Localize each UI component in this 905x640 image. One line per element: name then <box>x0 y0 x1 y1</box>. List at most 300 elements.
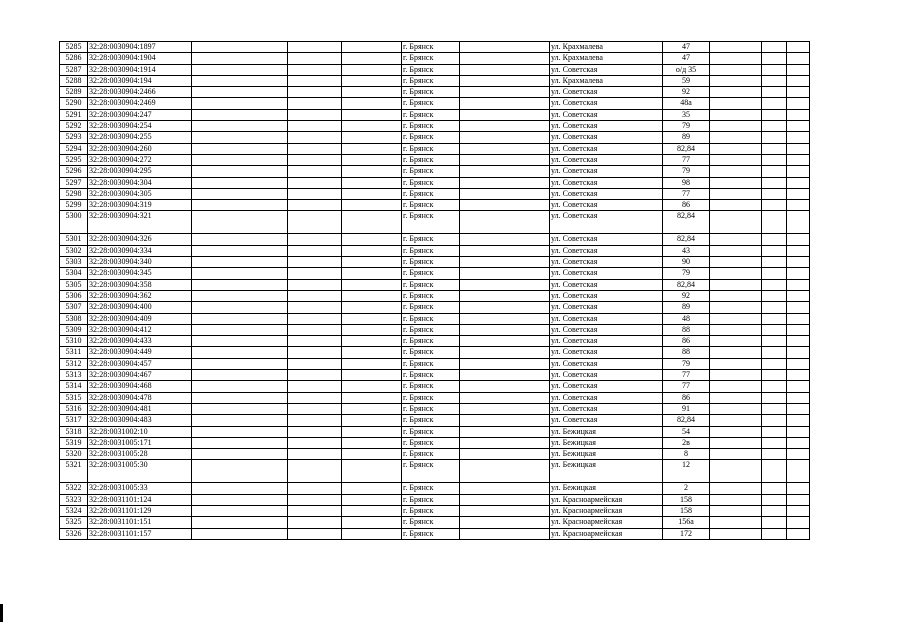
house-number-cell: 91 <box>663 403 710 414</box>
empty-cell <box>342 245 402 256</box>
table-row <box>60 98 810 109</box>
empty-cell <box>342 177 402 188</box>
row-number-cell: 5285 <box>60 42 88 53</box>
empty-cell <box>787 494 810 505</box>
table-row <box>60 121 810 132</box>
city-cell: г. Брянск <box>402 109 460 120</box>
empty-cell <box>710 302 762 313</box>
street-cell: ул. Советская <box>550 234 663 245</box>
empty-cell <box>288 392 342 403</box>
registry-body <box>60 42 810 540</box>
empty-cell <box>762 166 787 177</box>
empty-cell <box>460 483 550 494</box>
street-cell: ул. Крахмалева <box>550 75 663 86</box>
empty-cell <box>192 245 288 256</box>
empty-cell <box>460 166 550 177</box>
empty-cell <box>342 234 402 245</box>
table-row <box>60 426 810 437</box>
city-cell: г. Брянск <box>402 234 460 245</box>
street-cell: ул. Советская <box>550 257 663 268</box>
table-row <box>60 505 810 516</box>
city-cell: г. Брянск <box>402 370 460 381</box>
city-cell: г. Брянск <box>402 154 460 165</box>
house-number-cell: 89 <box>663 132 710 143</box>
empty-cell <box>460 154 550 165</box>
house-number-cell: 77 <box>663 370 710 381</box>
cadastral-number-cell: 32:28:0030904:467 <box>88 370 192 381</box>
empty-cell <box>710 426 762 437</box>
empty-cell <box>787 109 810 120</box>
empty-cell <box>342 53 402 64</box>
house-number-cell: о/д 35 <box>663 64 710 75</box>
empty-cell <box>787 64 810 75</box>
empty-cell <box>787 392 810 403</box>
city-cell: г. Брянск <box>402 279 460 290</box>
table-row <box>60 75 810 86</box>
city-cell: г. Брянск <box>402 336 460 347</box>
empty-cell <box>192 313 288 324</box>
table-row <box>60 381 810 392</box>
table-row <box>60 437 810 448</box>
empty-cell <box>460 426 550 437</box>
empty-cell <box>460 64 550 75</box>
house-number-cell: 48а <box>663 98 710 109</box>
row-number-cell: 5302 <box>60 245 88 256</box>
row-number-cell: 5307 <box>60 302 88 313</box>
empty-cell <box>192 200 288 211</box>
empty-cell <box>192 234 288 245</box>
empty-cell <box>342 42 402 53</box>
street-cell: ул. Советская <box>550 392 663 403</box>
cadastral-number-cell: 32:28:0030904:1897 <box>88 42 192 53</box>
cadastral-number-cell: 32:28:0030904:194 <box>88 75 192 86</box>
empty-cell <box>288 324 342 335</box>
empty-cell <box>342 449 402 460</box>
empty-cell <box>288 449 342 460</box>
empty-cell <box>460 98 550 109</box>
house-number-cell: 79 <box>663 358 710 369</box>
empty-cell <box>192 336 288 347</box>
empty-cell <box>762 517 787 528</box>
cadastral-number-cell: 32:28:0030904:1904 <box>88 53 192 64</box>
row-number-cell: 5289 <box>60 87 88 98</box>
empty-cell <box>710 257 762 268</box>
empty-cell <box>342 200 402 211</box>
street-cell: ул. Советская <box>550 381 663 392</box>
empty-cell <box>342 370 402 381</box>
city-cell: г. Брянск <box>402 403 460 414</box>
table-row <box>60 302 810 313</box>
table-row <box>60 211 810 234</box>
empty-cell <box>762 358 787 369</box>
row-number-cell: 5299 <box>60 200 88 211</box>
empty-cell <box>342 109 402 120</box>
empty-cell <box>288 75 342 86</box>
row-number-cell: 5305 <box>60 279 88 290</box>
city-cell: г. Брянск <box>402 132 460 143</box>
street-cell: ул. Советская <box>550 166 663 177</box>
empty-cell <box>192 257 288 268</box>
empty-cell <box>192 324 288 335</box>
house-number-cell: 54 <box>663 426 710 437</box>
empty-cell <box>460 460 550 483</box>
house-number-cell: 86 <box>663 392 710 403</box>
empty-cell <box>710 324 762 335</box>
row-number-cell: 5320 <box>60 449 88 460</box>
row-number-cell: 5292 <box>60 121 88 132</box>
empty-cell <box>762 449 787 460</box>
table-row <box>60 188 810 199</box>
empty-cell <box>460 528 550 539</box>
empty-cell <box>342 403 402 414</box>
empty-cell <box>342 166 402 177</box>
house-number-cell: 82,84 <box>663 279 710 290</box>
street-cell: ул. Советская <box>550 188 663 199</box>
empty-cell <box>787 381 810 392</box>
table-row <box>60 494 810 505</box>
empty-cell <box>710 517 762 528</box>
empty-cell <box>288 143 342 154</box>
city-cell: г. Брянск <box>402 64 460 75</box>
cadastral-number-cell: 32:28:0030904:255 <box>88 132 192 143</box>
empty-cell <box>192 392 288 403</box>
empty-cell <box>710 166 762 177</box>
empty-cell <box>192 53 288 64</box>
empty-cell <box>342 437 402 448</box>
empty-cell <box>288 494 342 505</box>
empty-cell <box>787 336 810 347</box>
city-cell: г. Брянск <box>402 211 460 234</box>
empty-cell <box>710 403 762 414</box>
empty-cell <box>787 324 810 335</box>
table-row <box>60 64 810 75</box>
empty-cell <box>460 87 550 98</box>
street-cell: ул. Красноармейская <box>550 528 663 539</box>
empty-cell <box>288 234 342 245</box>
row-number-cell: 5314 <box>60 381 88 392</box>
empty-cell <box>288 87 342 98</box>
empty-cell <box>787 505 810 516</box>
street-cell: ул. Советская <box>550 200 663 211</box>
empty-cell <box>762 494 787 505</box>
empty-cell <box>460 494 550 505</box>
empty-cell <box>342 98 402 109</box>
street-cell: ул. Советская <box>550 370 663 381</box>
empty-cell <box>288 483 342 494</box>
empty-cell <box>762 177 787 188</box>
cadastral-number-cell: 32:28:0030904:2466 <box>88 87 192 98</box>
empty-cell <box>192 166 288 177</box>
city-cell: г. Брянск <box>402 483 460 494</box>
empty-cell <box>192 290 288 301</box>
cadastral-number-cell: 32:28:0031005:33 <box>88 483 192 494</box>
empty-cell <box>710 483 762 494</box>
house-number-cell: 172 <box>663 528 710 539</box>
empty-cell <box>460 132 550 143</box>
empty-cell <box>192 42 288 53</box>
empty-cell <box>762 109 787 120</box>
street-cell: ул. Советская <box>550 109 663 120</box>
empty-cell <box>342 257 402 268</box>
empty-cell <box>787 166 810 177</box>
street-cell: ул. Крахмалева <box>550 53 663 64</box>
empty-cell <box>762 87 787 98</box>
empty-cell <box>342 64 402 75</box>
empty-cell <box>762 437 787 448</box>
cadastral-number-cell: 32:28:0030904:345 <box>88 268 192 279</box>
street-cell: ул. Советская <box>550 211 663 234</box>
row-number-cell: 5325 <box>60 517 88 528</box>
city-cell: г. Брянск <box>402 257 460 268</box>
cadastral-number-cell: 32:28:0030904:295 <box>88 166 192 177</box>
city-cell: г. Брянск <box>402 98 460 109</box>
empty-cell <box>762 257 787 268</box>
empty-cell <box>762 426 787 437</box>
house-number-cell: 82,84 <box>663 211 710 234</box>
empty-cell <box>710 245 762 256</box>
empty-cell <box>710 154 762 165</box>
cadastral-number-cell: 32:28:0030904:247 <box>88 109 192 120</box>
row-number-cell: 5315 <box>60 392 88 403</box>
empty-cell <box>288 279 342 290</box>
street-cell: ул. Советская <box>550 132 663 143</box>
empty-cell <box>710 494 762 505</box>
empty-cell <box>762 211 787 234</box>
row-number-cell: 5288 <box>60 75 88 86</box>
street-cell: ул. Советская <box>550 87 663 98</box>
empty-cell <box>460 200 550 211</box>
empty-cell <box>710 211 762 234</box>
house-number-cell: 90 <box>663 257 710 268</box>
street-cell: ул. Советская <box>550 121 663 132</box>
empty-cell <box>762 279 787 290</box>
empty-cell <box>460 234 550 245</box>
empty-cell <box>192 98 288 109</box>
empty-cell <box>787 53 810 64</box>
empty-cell <box>288 517 342 528</box>
empty-cell <box>710 53 762 64</box>
empty-cell <box>342 154 402 165</box>
table-row <box>60 415 810 426</box>
empty-cell <box>192 279 288 290</box>
table-row <box>60 336 810 347</box>
empty-cell <box>192 494 288 505</box>
empty-cell <box>762 324 787 335</box>
table-row <box>60 324 810 335</box>
empty-cell <box>762 528 787 539</box>
city-cell: г. Брянск <box>402 42 460 53</box>
empty-cell <box>342 121 402 132</box>
empty-cell <box>342 528 402 539</box>
city-cell: г. Брянск <box>402 53 460 64</box>
cadastral-number-cell: 32:28:0030904:449 <box>88 347 192 358</box>
empty-cell <box>288 188 342 199</box>
cadastral-number-cell: 32:28:0030904:457 <box>88 358 192 369</box>
empty-cell <box>460 279 550 290</box>
street-cell: ул. Советская <box>550 245 663 256</box>
empty-cell <box>342 505 402 516</box>
row-number-cell: 5308 <box>60 313 88 324</box>
city-cell: г. Брянск <box>402 75 460 86</box>
empty-cell <box>460 324 550 335</box>
empty-cell <box>710 392 762 403</box>
empty-cell <box>342 324 402 335</box>
empty-cell <box>192 460 288 483</box>
table-row <box>60 403 810 414</box>
house-number-cell: 86 <box>663 200 710 211</box>
empty-cell <box>787 517 810 528</box>
empty-cell <box>460 245 550 256</box>
empty-cell <box>762 121 787 132</box>
empty-cell <box>342 336 402 347</box>
empty-cell <box>288 211 342 234</box>
empty-cell <box>460 257 550 268</box>
empty-cell <box>762 154 787 165</box>
city-cell: г. Брянск <box>402 415 460 426</box>
empty-cell <box>288 403 342 414</box>
empty-cell <box>460 109 550 120</box>
house-number-cell: 92 <box>663 87 710 98</box>
cadastral-number-cell: 32:28:0030904:400 <box>88 302 192 313</box>
street-cell: ул. Красноармейская <box>550 505 663 516</box>
empty-cell <box>342 143 402 154</box>
street-cell: ул. Советская <box>550 279 663 290</box>
empty-cell <box>787 437 810 448</box>
empty-cell <box>192 403 288 414</box>
empty-cell <box>460 505 550 516</box>
street-cell: ул. Советская <box>550 313 663 324</box>
empty-cell <box>787 75 810 86</box>
house-number-cell: 79 <box>663 166 710 177</box>
empty-cell <box>192 370 288 381</box>
empty-cell <box>787 403 810 414</box>
table-row <box>60 166 810 177</box>
empty-cell <box>460 53 550 64</box>
house-number-cell: 2 <box>663 483 710 494</box>
empty-cell <box>460 313 550 324</box>
house-number-cell: 158 <box>663 505 710 516</box>
table-row <box>60 528 810 539</box>
empty-cell <box>192 154 288 165</box>
city-cell: г. Брянск <box>402 188 460 199</box>
empty-cell <box>342 302 402 313</box>
empty-cell <box>710 437 762 448</box>
cadastral-number-cell: 32:28:0030904:326 <box>88 234 192 245</box>
house-number-cell: 77 <box>663 381 710 392</box>
street-cell: ул. Советская <box>550 98 663 109</box>
street-cell: ул. Красноармейская <box>550 517 663 528</box>
city-cell: г. Брянск <box>402 121 460 132</box>
street-cell: ул. Советская <box>550 358 663 369</box>
city-cell: г. Брянск <box>402 302 460 313</box>
empty-cell <box>710 336 762 347</box>
city-cell: г. Брянск <box>402 87 460 98</box>
empty-cell <box>710 279 762 290</box>
house-number-cell: 35 <box>663 109 710 120</box>
city-cell: г. Брянск <box>402 494 460 505</box>
empty-cell <box>288 460 342 483</box>
row-number-cell: 5297 <box>60 177 88 188</box>
house-number-cell: 12 <box>663 460 710 483</box>
house-number-cell: 48 <box>663 313 710 324</box>
empty-cell <box>288 53 342 64</box>
empty-cell <box>460 75 550 86</box>
empty-cell <box>192 302 288 313</box>
empty-cell <box>787 245 810 256</box>
empty-cell <box>787 121 810 132</box>
empty-cell <box>342 188 402 199</box>
row-number-cell: 5298 <box>60 188 88 199</box>
empty-cell <box>787 200 810 211</box>
empty-cell <box>762 381 787 392</box>
table-row <box>60 42 810 53</box>
empty-cell <box>192 381 288 392</box>
city-cell: г. Брянск <box>402 324 460 335</box>
empty-cell <box>288 98 342 109</box>
empty-cell <box>288 166 342 177</box>
empty-cell <box>192 483 288 494</box>
empty-cell <box>787 234 810 245</box>
registry-table <box>59 41 810 540</box>
table-row <box>60 279 810 290</box>
table-row <box>60 87 810 98</box>
table-row <box>60 358 810 369</box>
empty-cell <box>787 370 810 381</box>
empty-cell <box>710 64 762 75</box>
street-cell: ул. Советская <box>550 347 663 358</box>
street-cell: ул. Советская <box>550 324 663 335</box>
empty-cell <box>710 75 762 86</box>
city-cell: г. Брянск <box>402 143 460 154</box>
street-cell: ул. Бежицкая <box>550 437 663 448</box>
street-cell: ул. Бежицкая <box>550 426 663 437</box>
empty-cell <box>460 211 550 234</box>
empty-cell <box>342 381 402 392</box>
empty-cell <box>288 290 342 301</box>
cadastral-number-cell: 32:28:0030904:478 <box>88 392 192 403</box>
cadastral-number-cell: 32:28:0030904:334 <box>88 245 192 256</box>
empty-cell <box>192 143 288 154</box>
city-cell: г. Брянск <box>402 528 460 539</box>
cadastral-number-cell: 32:28:0030904:319 <box>88 200 192 211</box>
house-number-cell: 79 <box>663 268 710 279</box>
table-row <box>60 268 810 279</box>
scan-edge-mark <box>0 604 3 622</box>
empty-cell <box>787 42 810 53</box>
row-number-cell: 5311 <box>60 347 88 358</box>
house-number-cell: 88 <box>663 324 710 335</box>
empty-cell <box>288 257 342 268</box>
empty-cell <box>787 132 810 143</box>
table-row <box>60 392 810 403</box>
empty-cell <box>787 415 810 426</box>
empty-cell <box>460 370 550 381</box>
empty-cell <box>192 121 288 132</box>
empty-cell <box>342 494 402 505</box>
empty-cell <box>288 121 342 132</box>
cadastral-number-cell: 32:28:0031002:10 <box>88 426 192 437</box>
empty-cell <box>288 437 342 448</box>
empty-cell <box>192 109 288 120</box>
empty-cell <box>787 211 810 234</box>
street-cell: ул. Советская <box>550 177 663 188</box>
empty-cell <box>460 347 550 358</box>
empty-cell <box>288 426 342 437</box>
empty-cell <box>460 449 550 460</box>
empty-cell <box>342 426 402 437</box>
city-cell: г. Брянск <box>402 200 460 211</box>
empty-cell <box>460 302 550 313</box>
